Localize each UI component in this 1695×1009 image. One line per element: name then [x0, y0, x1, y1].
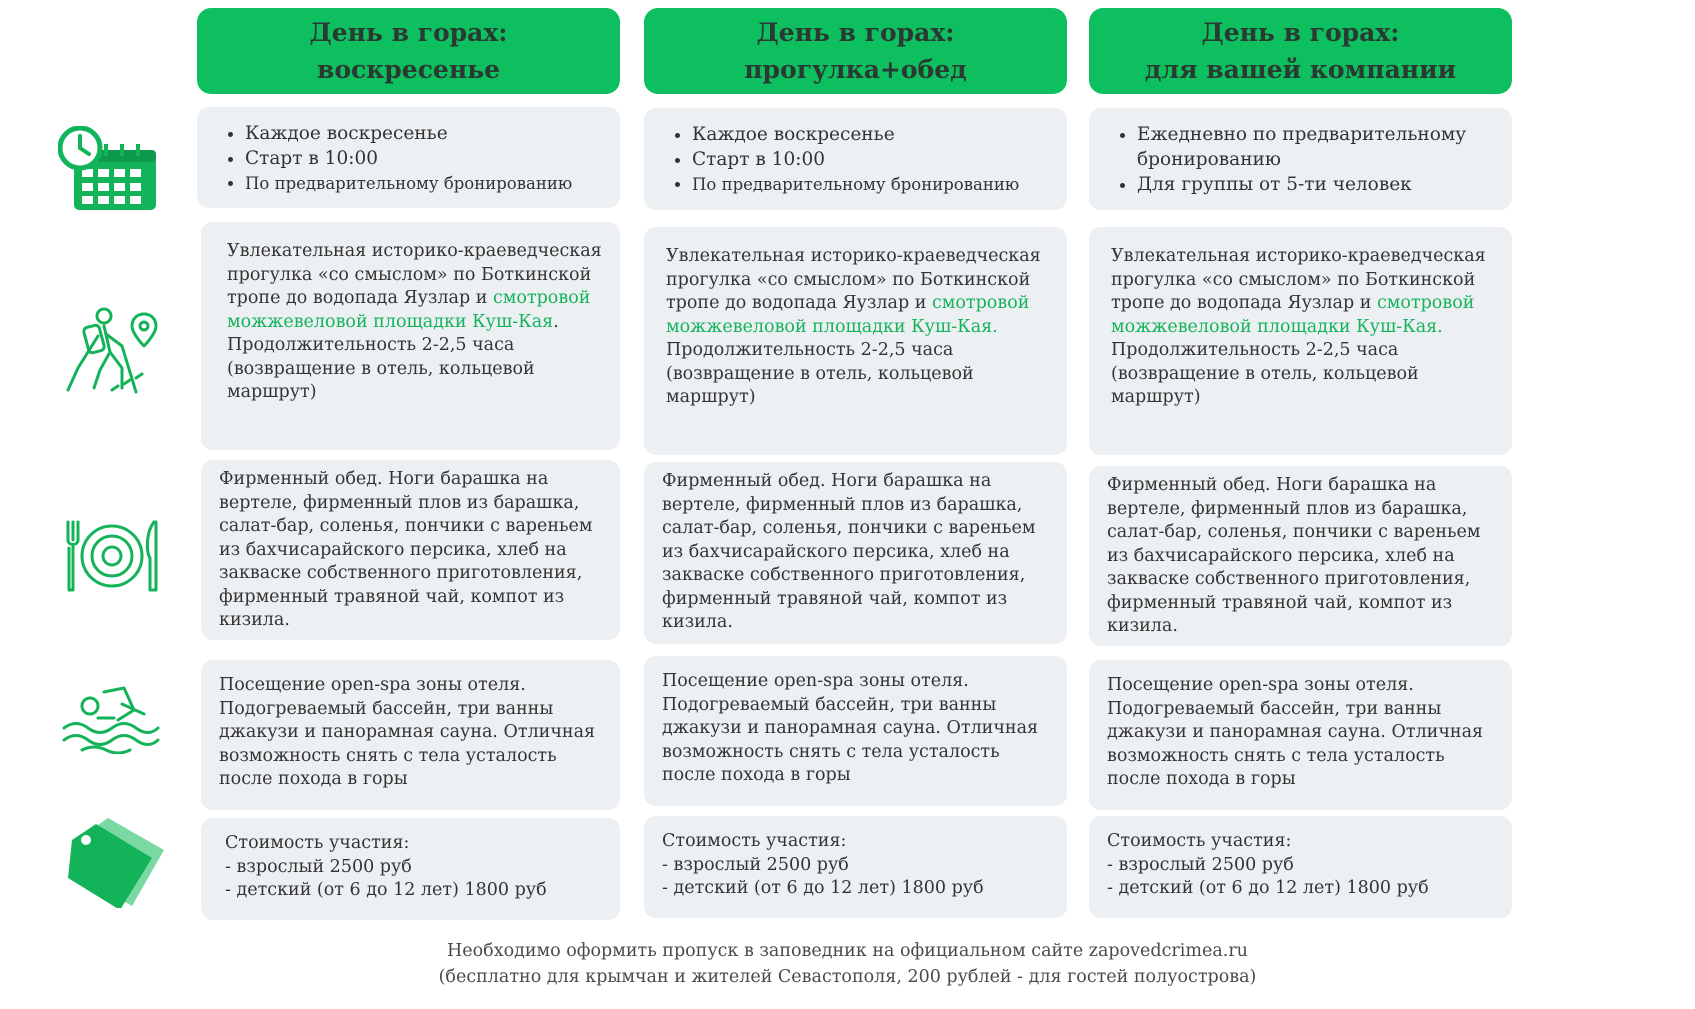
schedule-item: • Ежедневно по предварительному бронированию [1137, 122, 1492, 172]
schedule-item: • Для группы от 5-ти человек [1137, 172, 1492, 197]
spa-description: Посещение open-spa зоны отеля. Подогреваемый бассейн, три ванны джакузи и панорамная сауна. Отличная возможность снять с тела усталость после похода в горы [662, 671, 1039, 785]
schedule-item: • По предварительному бронированию [245, 171, 600, 196]
walk-description: Увлекательная историко-краеведческая прогулка «со смыслом» по Боткинской тропе до водопада Яузлар и [227, 241, 602, 308]
footer-line-2: (бесплатно для крымчан и жителей Севастополя, 200 рублей - для гостей полуострова) [438, 967, 1257, 987]
column-1-lunch-card [201, 460, 620, 640]
header-line-2: для вашей компании [1144, 55, 1457, 84]
price-adult: - взрослый 2500 руб [225, 856, 412, 877]
column-1-price-card [201, 818, 620, 920]
lunch-description: Фирменный обед. Ноги барашка на вертеле, фирменный плов из барашка, салат-бар, соленья, пончики с вареньем из бахчисарайского персика, хлеб на закваске собственного приготовления, фирменный травяной чай, компот из кизила. [662, 471, 1036, 632]
walk-duration: Продолжительность 2-2,5 часа (возвращение в отель, кольцевой маршрут) [666, 340, 974, 407]
schedule-item: • Каждое воскресенье [692, 122, 1047, 147]
column-2-walk-card [644, 227, 1067, 455]
column-3-spa-card [1089, 660, 1512, 810]
swimmer-icon [62, 684, 160, 754]
column-2-spa-card [644, 656, 1067, 806]
header-line-1: День в горах: [1201, 18, 1400, 47]
spa-description: Посещение open-spa зоны отеля. Подогреваемый бассейн, три ванны джакузи и панорамная сауна. Отличная возможность снять с тела усталость после похода в горы [219, 675, 596, 789]
column-1-spa-card [201, 660, 620, 810]
column-3-lunch-card [1089, 466, 1512, 646]
spa-description: Посещение open-spa зоны отеля. Подогреваемый бассейн, три ванны джакузи и панорамная сауна. Отличная возможность снять с тела усталость после похода в горы [1107, 675, 1484, 789]
schedule-item: • Старт в 10:00 [692, 147, 1047, 172]
footer-note [0, 938, 1695, 990]
column-3-header [1089, 8, 1512, 94]
column-1-schedule-card [197, 107, 620, 208]
price-child: - детский (от 6 до 12 лет) 1800 руб [225, 880, 547, 900]
column-2-price-card [644, 816, 1067, 918]
column-2-header [644, 8, 1067, 94]
schedule-list [219, 121, 600, 196]
schedule-list [666, 122, 1047, 197]
calendar-clock-icon [58, 126, 158, 212]
header-line-2: прогулка+обед [744, 55, 967, 84]
walk-duration: Продолжительность 2-2,5 часа (возвращение в отель, кольцевой маршрут) [1111, 340, 1419, 407]
column-3-price-card [1089, 816, 1512, 918]
column-3-schedule-card [1089, 108, 1512, 210]
footer-line-1: Необходимо оформить пропуск в заповедник на официальном сайте zapovedcrimea.ru [447, 941, 1248, 961]
price-tag-icon [68, 818, 164, 908]
schedule-list [1111, 122, 1492, 197]
plate-cutlery-icon [62, 518, 162, 594]
header-line-2: воскресенье [316, 55, 500, 84]
column-1-header [197, 8, 620, 94]
walk-description: Увлекательная историко-краеведческая прогулка «со смыслом» по Боткинской тропе до водопада Яузлар и [1111, 246, 1486, 313]
schedule-item: • Каждое воскресенье [245, 121, 600, 146]
lunch-description: Фирменный обед. Ноги барашка на вертеле, фирменный плов из барашка, салат-бар, соленья, пончики с вареньем из бахчисарайского персика, хлеб на закваске собственного приготовления, фирменный травяной чай, компот из кизила. [1107, 475, 1481, 636]
column-1-walk-card [201, 222, 620, 450]
price-adult: - взрослый 2500 руб [1107, 854, 1294, 875]
price-adult: - взрослый 2500 руб [662, 854, 849, 875]
header-line-1: День в горах: [309, 18, 508, 47]
column-2-schedule-card [644, 108, 1067, 210]
walk-duration: Продолжительность 2-2,5 часа (возвращение в отель, кольцевой маршрут) [227, 335, 535, 402]
price-title: Стоимость участия: [662, 831, 847, 851]
walk-viewpoint-link: смотровой можжевеловой площадки Куш-Кая [227, 288, 591, 332]
schedule-item: • Старт в 10:00 [245, 146, 600, 171]
price-title: Стоимость участия: [225, 833, 410, 853]
walk-description: Увлекательная историко-краеведческая прогулка «со смыслом» по Боткинской тропе до водопада Яузлар и [666, 246, 1041, 313]
lunch-description: Фирменный обед. Ноги барашка на вертеле, фирменный плов из барашка, салат-бар, соленья, пончики с вареньем из бахчисарайского персика, хлеб на закваске собственного приготовления, фирменный травяной чай, компот из кизила. [219, 469, 593, 630]
header-line-1: День в горах: [756, 18, 955, 47]
price-child: - детский (от 6 до 12 лет) 1800 руб [1107, 878, 1429, 898]
walk-viewpoint-link: смотровой можжевеловой площадки Куш-Кая. [1111, 293, 1475, 337]
walk-viewpoint-link: смотровой можжевеловой площадки Куш-Кая. [666, 293, 1030, 337]
walk-after: . [553, 311, 559, 332]
price-child: - детский (от 6 до 12 лет) 1800 руб [662, 878, 984, 898]
hiker-icon [64, 306, 160, 396]
column-2-lunch-card [644, 462, 1067, 644]
price-title: Стоимость участия: [1107, 831, 1292, 851]
column-3-walk-card [1089, 227, 1512, 455]
schedule-item: • По предварительному бронированию [692, 172, 1047, 197]
